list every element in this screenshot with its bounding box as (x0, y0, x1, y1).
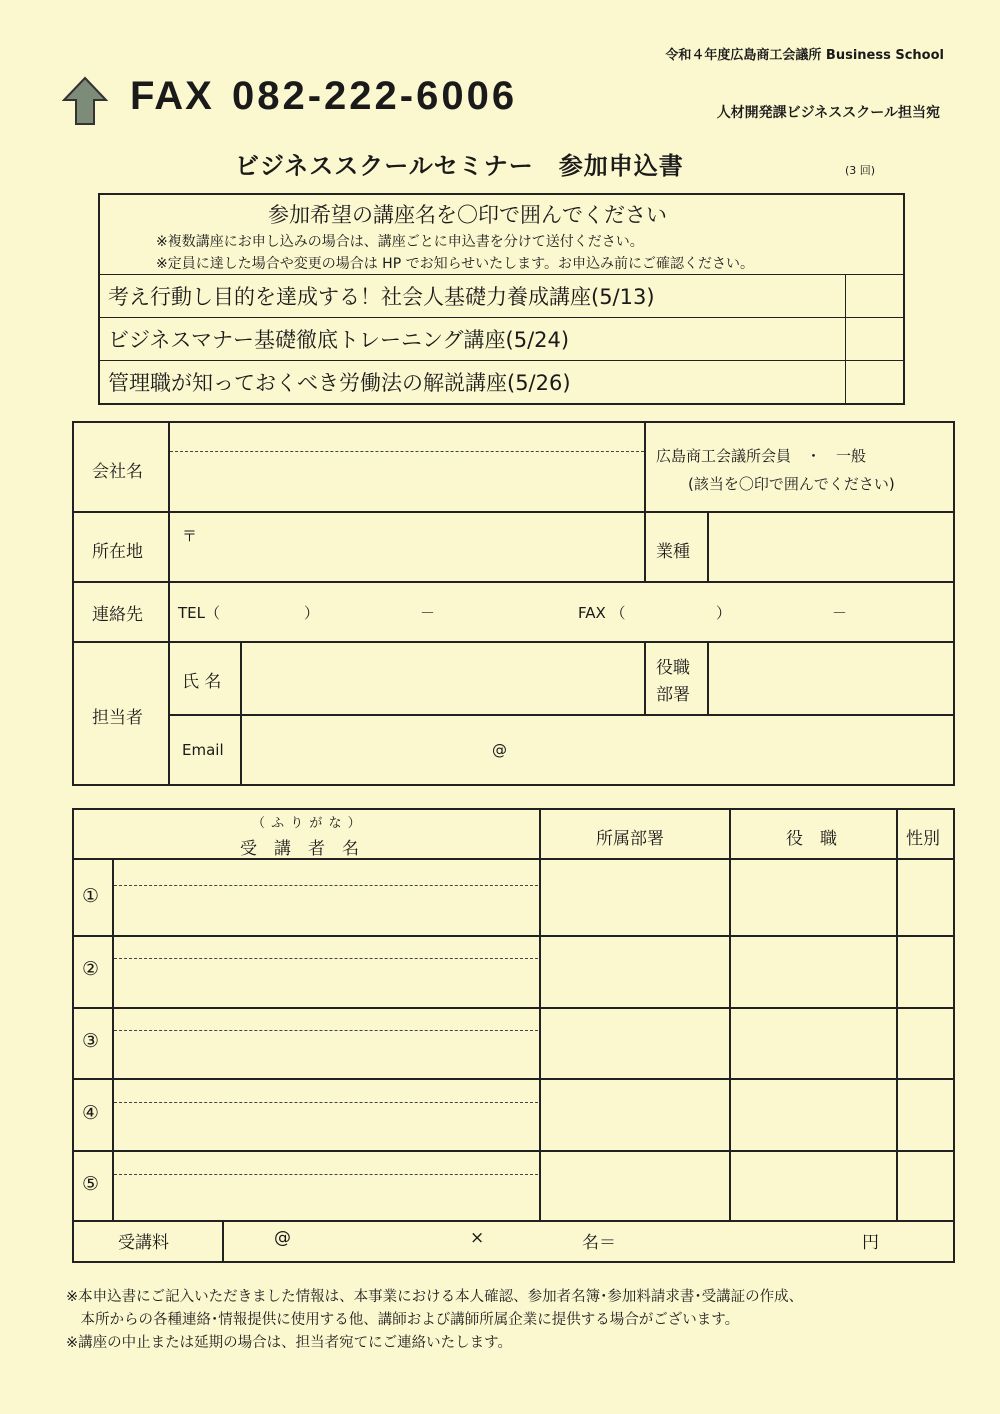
position-label: 役職 (656, 658, 690, 678)
course-note: ※複数講座にお申し込みの場合は、講座ごとに申込書を分けて送付ください。 (156, 234, 644, 250)
course-mark-cell[interactable] (845, 318, 903, 360)
tel-field[interactable] (224, 588, 584, 634)
footer-line: ※講座の中止または延期の場合は、担当者宛てにご連絡いたします。 (66, 1335, 512, 1351)
fee-times-mark: × (470, 1228, 485, 1248)
course-name: 管理職が知っておくべき労働法の解説講座(5/26) (108, 371, 571, 395)
attendee-name-field[interactable] (114, 1009, 538, 1077)
industry-field[interactable] (709, 513, 951, 579)
footer-line: ※本申込書にご記入いただきました情報は、本事業における本人確認、参加者名簿･参加料請求書･受講証の作成、 (66, 1289, 804, 1305)
row-number: ① (82, 885, 100, 907)
row-number: ⑤ (82, 1173, 100, 1195)
attendee-name-field[interactable] (114, 1080, 538, 1149)
attendee-gender-header: 性別 (906, 829, 940, 849)
course-name: 考え行動し目的を達成する！社会人基礎力養成講座(5/13) (108, 285, 655, 309)
privacy-notice (66, 1286, 803, 1355)
fee-field[interactable] (224, 1222, 951, 1261)
membership-options[interactable]: 広島商工会議所会員 ・ 一般 (656, 447, 867, 465)
fax-field[interactable] (644, 588, 944, 634)
course-note: ※定員に達した場合や変更の場合は HP でお知らせいたします。お申込み前にご確認ください。 (156, 256, 755, 272)
fax-label: FAX (130, 74, 214, 118)
form-title: ビジネススクールセミナー 参加申込書 (235, 152, 684, 180)
fax-close: ） (716, 604, 732, 622)
course-selection-box (98, 193, 905, 405)
email-field[interactable] (242, 716, 951, 782)
fee-label: 受講料 (118, 1233, 169, 1253)
attendee-name-field[interactable] (114, 1152, 538, 1219)
department-label: 部署 (656, 685, 690, 705)
fax-field-label: FAX （ (578, 604, 626, 622)
industry-label: 業種 (656, 542, 690, 562)
course-option[interactable] (100, 361, 903, 404)
row-number: ④ (82, 1102, 100, 1124)
attendee-name-field[interactable] (114, 860, 538, 934)
position-department-field[interactable] (709, 643, 951, 713)
address-field[interactable] (170, 513, 642, 579)
tel-dash: － (420, 604, 436, 622)
membership-hint: (該当を〇印で囲んでください) (688, 475, 895, 493)
address-label: 所在地 (92, 542, 143, 562)
course-mark-cell[interactable] (845, 275, 903, 317)
course-option[interactable] (100, 318, 903, 361)
fee-at-mark: @ (274, 1228, 291, 1248)
fee-yen-label: 円 (862, 1233, 879, 1253)
school-name-note: 令和４年度広島商工会議所 Business School (665, 48, 944, 63)
up-arrow-icon (62, 76, 108, 126)
furigana-note: （ ふ り が な ） (252, 816, 362, 831)
postal-mark: 〒 (182, 527, 198, 545)
copies-note: (3 回) (845, 164, 876, 177)
course-selection-header (100, 195, 903, 275)
company-name-field[interactable] (170, 425, 642, 509)
attendee-department-header: 所属部署 (596, 829, 664, 849)
name-label: 氏 名 (182, 672, 222, 692)
fee-people-label: 名＝ (582, 1233, 616, 1253)
row-number: ③ (82, 1030, 100, 1052)
fax-number: 082-222-6006 (232, 74, 518, 118)
row-number: ② (82, 958, 100, 980)
fax-dash: － (832, 604, 848, 622)
company-name-label: 会社名 (92, 462, 143, 482)
course-mark-cell[interactable] (845, 361, 903, 404)
course-name: ビジネスマナー基礎徹底トレーニング講座(5/24) (108, 328, 570, 352)
footer-line: 本所からの各種連絡･情報提供に使用する他、講師および講師所属企業に提供する場合がございます。 (66, 1312, 740, 1328)
department-note: 人材開発課ビジネススクール担当宛 (716, 105, 940, 121)
email-label: Email (182, 741, 224, 759)
tel-label: TEL（ (178, 604, 220, 622)
attendee-position-header: 役 職 (786, 829, 837, 849)
attendee-name-header: 受 講 者 名 (240, 839, 359, 859)
course-option[interactable] (100, 275, 903, 318)
contact-label: 連絡先 (92, 605, 143, 625)
course-heading: 参加希望の講座名を〇印で囲んでください (268, 203, 667, 227)
attendee-table (72, 808, 955, 1263)
attendee-name-field[interactable] (114, 937, 538, 1006)
contact-name-field[interactable] (242, 643, 642, 713)
applicant-info-table (72, 421, 955, 786)
email-at-mark: @ (492, 741, 507, 759)
tel-close: ） (304, 604, 320, 622)
person-in-charge-label: 担当者 (92, 708, 143, 728)
